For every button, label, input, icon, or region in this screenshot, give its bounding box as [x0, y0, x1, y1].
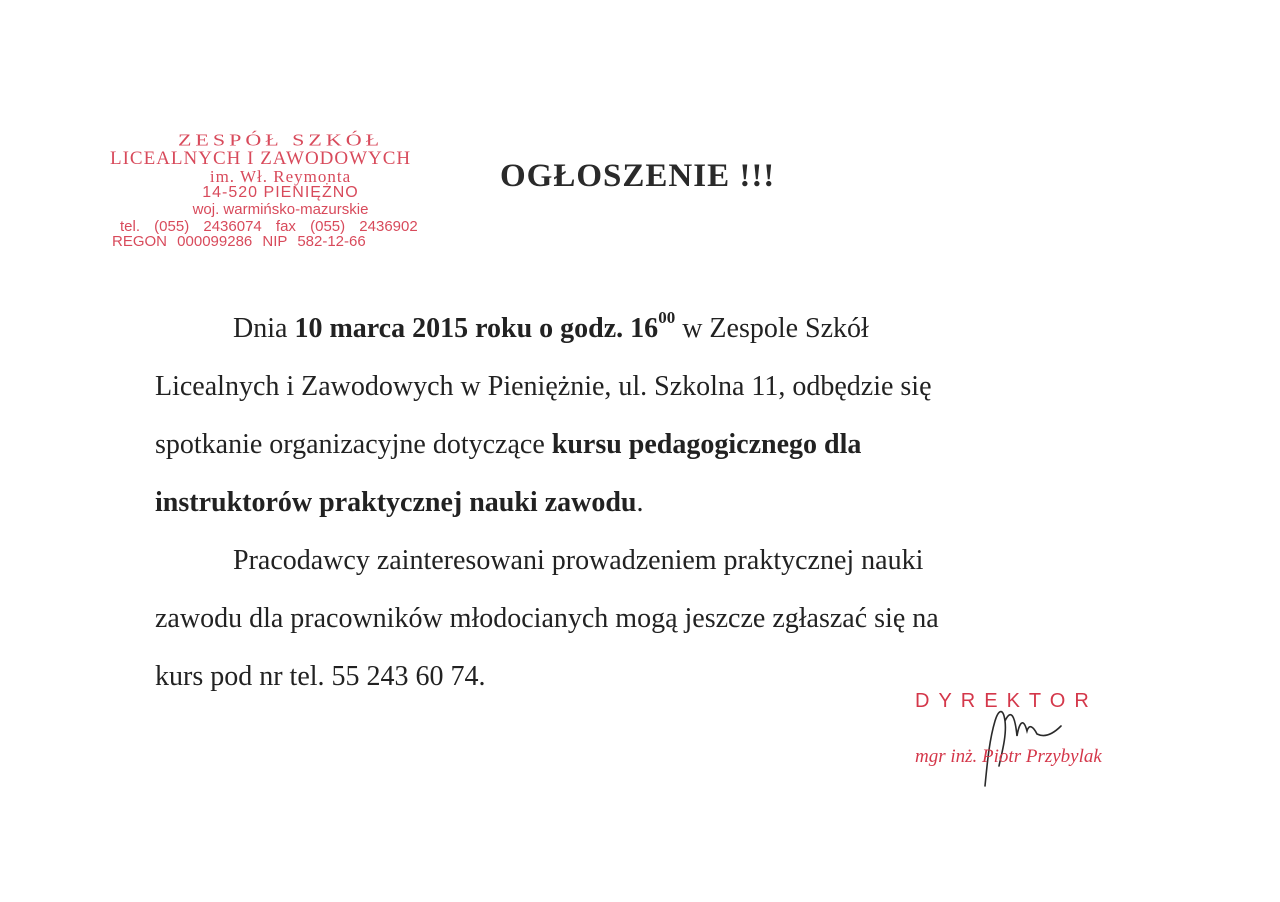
course-name: kursu pedagogicznego dla	[551, 429, 862, 460]
stamp-line: REGON 000099286 NIP 582-12-66	[112, 233, 366, 250]
stamp-line: LICEALNYCH I ZAWODOWYCH	[110, 148, 412, 169]
body-line: Licealnych i Zawodowych w Pieniężnie, ul. Szkolna 11, odbędzie się	[155, 371, 932, 402]
text-run: .	[636, 487, 644, 518]
meeting-date: 10 marca 2015 roku o godz. 16	[294, 313, 659, 344]
announcement-title: OGŁOSZENIE !!!	[500, 158, 776, 194]
signatory-role: DYREKTOR	[915, 690, 1098, 712]
signatory-name: mgr inż. Piotr Przybylak	[915, 746, 1102, 767]
body-line: kurs pod nr tel. 55 243 60 74.	[155, 661, 486, 692]
body-line: Pracodawcy zainteresowani prowadzeniem praktycznej nauki	[233, 545, 924, 576]
announcement-body	[155, 300, 1165, 706]
signature-block	[905, 686, 1155, 796]
stamp-line: tel. (055) 2436074 fax (055) 2436902	[120, 218, 418, 235]
stamp-line: im. Wł. Reymonta	[209, 167, 352, 186]
body-line	[155, 300, 1165, 358]
text-run: w Zespole Szkół	[675, 313, 869, 344]
body-line	[155, 416, 1165, 474]
handwritten-signature	[965, 686, 1075, 796]
stamp-line: ZESPÓŁ SZKÓŁ	[177, 130, 384, 149]
stamp-line: 14-520 PIENIĘŻNO	[202, 184, 359, 201]
body-line: zawodu dla pracowników młodocianych mogą jeszcze zgłaszać się na	[155, 603, 939, 634]
text-run: spotkanie organizacyjne dotyczące	[155, 429, 552, 460]
school-stamp	[108, 128, 453, 264]
stamp-line: woj. warmińsko-mazurskie	[192, 201, 369, 218]
course-name: instruktorów praktycznej nauki zawodu	[155, 487, 637, 518]
text-run: Dnia	[233, 313, 295, 344]
time-superscript: 00	[658, 307, 676, 327]
body-line	[155, 474, 1165, 532]
